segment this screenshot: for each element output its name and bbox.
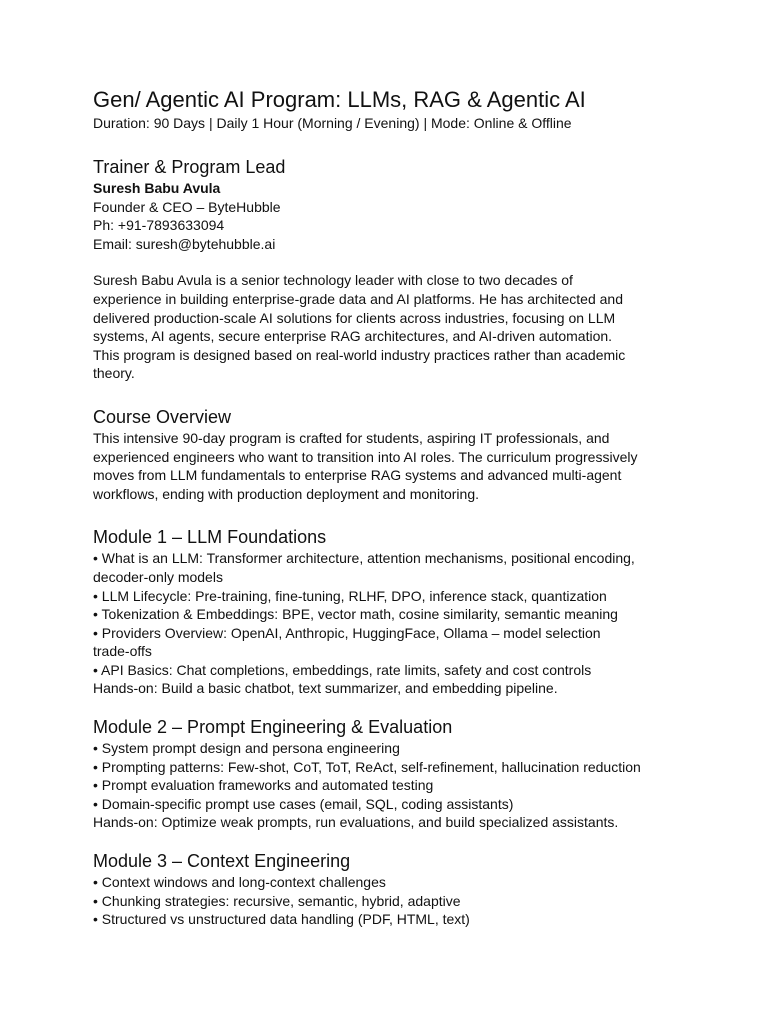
overview-line: experienced engineers who want to transition into AI roles. The curriculum progressively	[93, 448, 638, 465]
document-body	[93, 86, 693, 929]
module-2-section	[93, 716, 693, 832]
module-1-list	[93, 549, 693, 698]
bio-line: delivered production-scale AI solutions for clients across industries, focusing on LLM	[93, 309, 616, 326]
module-2-item: • System prompt design and persona engineering	[93, 740, 400, 757]
trainer-role: Founder & CEO – ByteHubble	[93, 198, 281, 215]
module-2-hands-on: Hands-on: Optimize weak prompts, run evaluations, and build specialized assistants.	[93, 814, 619, 831]
trainer-contact	[93, 179, 693, 253]
module-3-item: • Context windows and long-context challenges	[93, 874, 386, 891]
module-1-item: • LLM Lifecycle: Pre-training, fine-tuning, RLHF, DPO, inference stack, quantization	[93, 587, 607, 604]
overview-section	[93, 406, 693, 503]
trainer-email: Email: suresh@bytehubble.ai	[93, 235, 276, 252]
trainer-bio	[93, 271, 693, 383]
bio-line: theory.	[93, 365, 135, 382]
overview-line: workflows, ending with production deployment and monitoring.	[93, 485, 479, 502]
module-2-item: • Domain-specific prompt use cases (email, SQL, coding assistants)	[93, 795, 514, 812]
module-1-heading: Module 1 – LLM Foundations	[93, 527, 327, 548]
trainer-heading: Trainer & Program Lead	[93, 157, 286, 177]
module-1-item: • Tokenization & Embeddings: BPE, vector math, cosine similarity, semantic meaning	[93, 606, 618, 623]
bio-line: Suresh Babu Avula is a senior technology leader with close to two decades of	[93, 272, 573, 289]
module-1-item: • What is an LLM: Transformer architecture, attention mechanisms, positional encoding,	[93, 550, 635, 567]
module-2-list	[93, 739, 693, 832]
module-1-section	[93, 526, 693, 698]
module-3-item: • Structured vs unstructured data handling (PDF, HTML, text)	[93, 911, 470, 928]
module-2-item: • Prompt evaluation frameworks and automated testing	[93, 777, 434, 794]
program-meta: Duration: 90 Days | Daily 1 Hour (Morning / Evening) | Mode: Online & Offline	[93, 115, 572, 131]
bio-line: This program is designed based on real-world industry practices rather than academic	[93, 346, 626, 363]
overview-line: moves from LLM fundamentals to enterprise RAG systems and advanced multi-agent	[93, 467, 622, 484]
module-3-heading: Module 3 – Context Engineering	[93, 851, 351, 872]
module-1-item: • API Basics: Chat completions, embeddings, rate limits, safety and cost controls	[93, 661, 592, 678]
bio-line: systems, AI agents, secure enterprise RAG architectures, and AI-driven automation.	[93, 328, 613, 345]
bio-line: experience in building enterprise-grade data and AI platforms. He has architected and	[93, 290, 623, 307]
overview-line: This intensive 90-day program is crafted for students, aspiring IT professionals, and	[93, 429, 610, 446]
trainer-phone: Ph: +91-7893633094	[93, 217, 225, 234]
module-3-list	[93, 873, 693, 929]
overview-heading: Course Overview	[93, 406, 232, 427]
document-title: Gen/ Agentic AI Program: LLMs, RAG & Agentic AI	[93, 87, 586, 112]
module-1-hands-on: Hands-on: Build a basic chatbot, text summarizer, and embedding pipeline.	[93, 680, 558, 697]
module-2-heading: Module 2 – Prompt Engineering & Evaluation	[93, 717, 453, 738]
module-1-item: • Providers Overview: OpenAI, Anthropic, HuggingFace, Ollama – model selection	[93, 624, 601, 641]
module-1-item: trade-offs	[93, 643, 152, 660]
module-3-item: • Chunking strategies: recursive, semantic, hybrid, adaptive	[93, 892, 461, 909]
trainer-name: Suresh Babu Avula	[93, 180, 221, 196]
trainer-section	[93, 156, 693, 383]
module-3-section	[93, 850, 693, 929]
module-1-item: decoder-only models	[93, 568, 223, 585]
module-2-item: • Prompting patterns: Few-shot, CoT, ToT, ReAct, self-refinement, hallucination reduction	[93, 758, 641, 775]
overview-text	[93, 429, 693, 503]
